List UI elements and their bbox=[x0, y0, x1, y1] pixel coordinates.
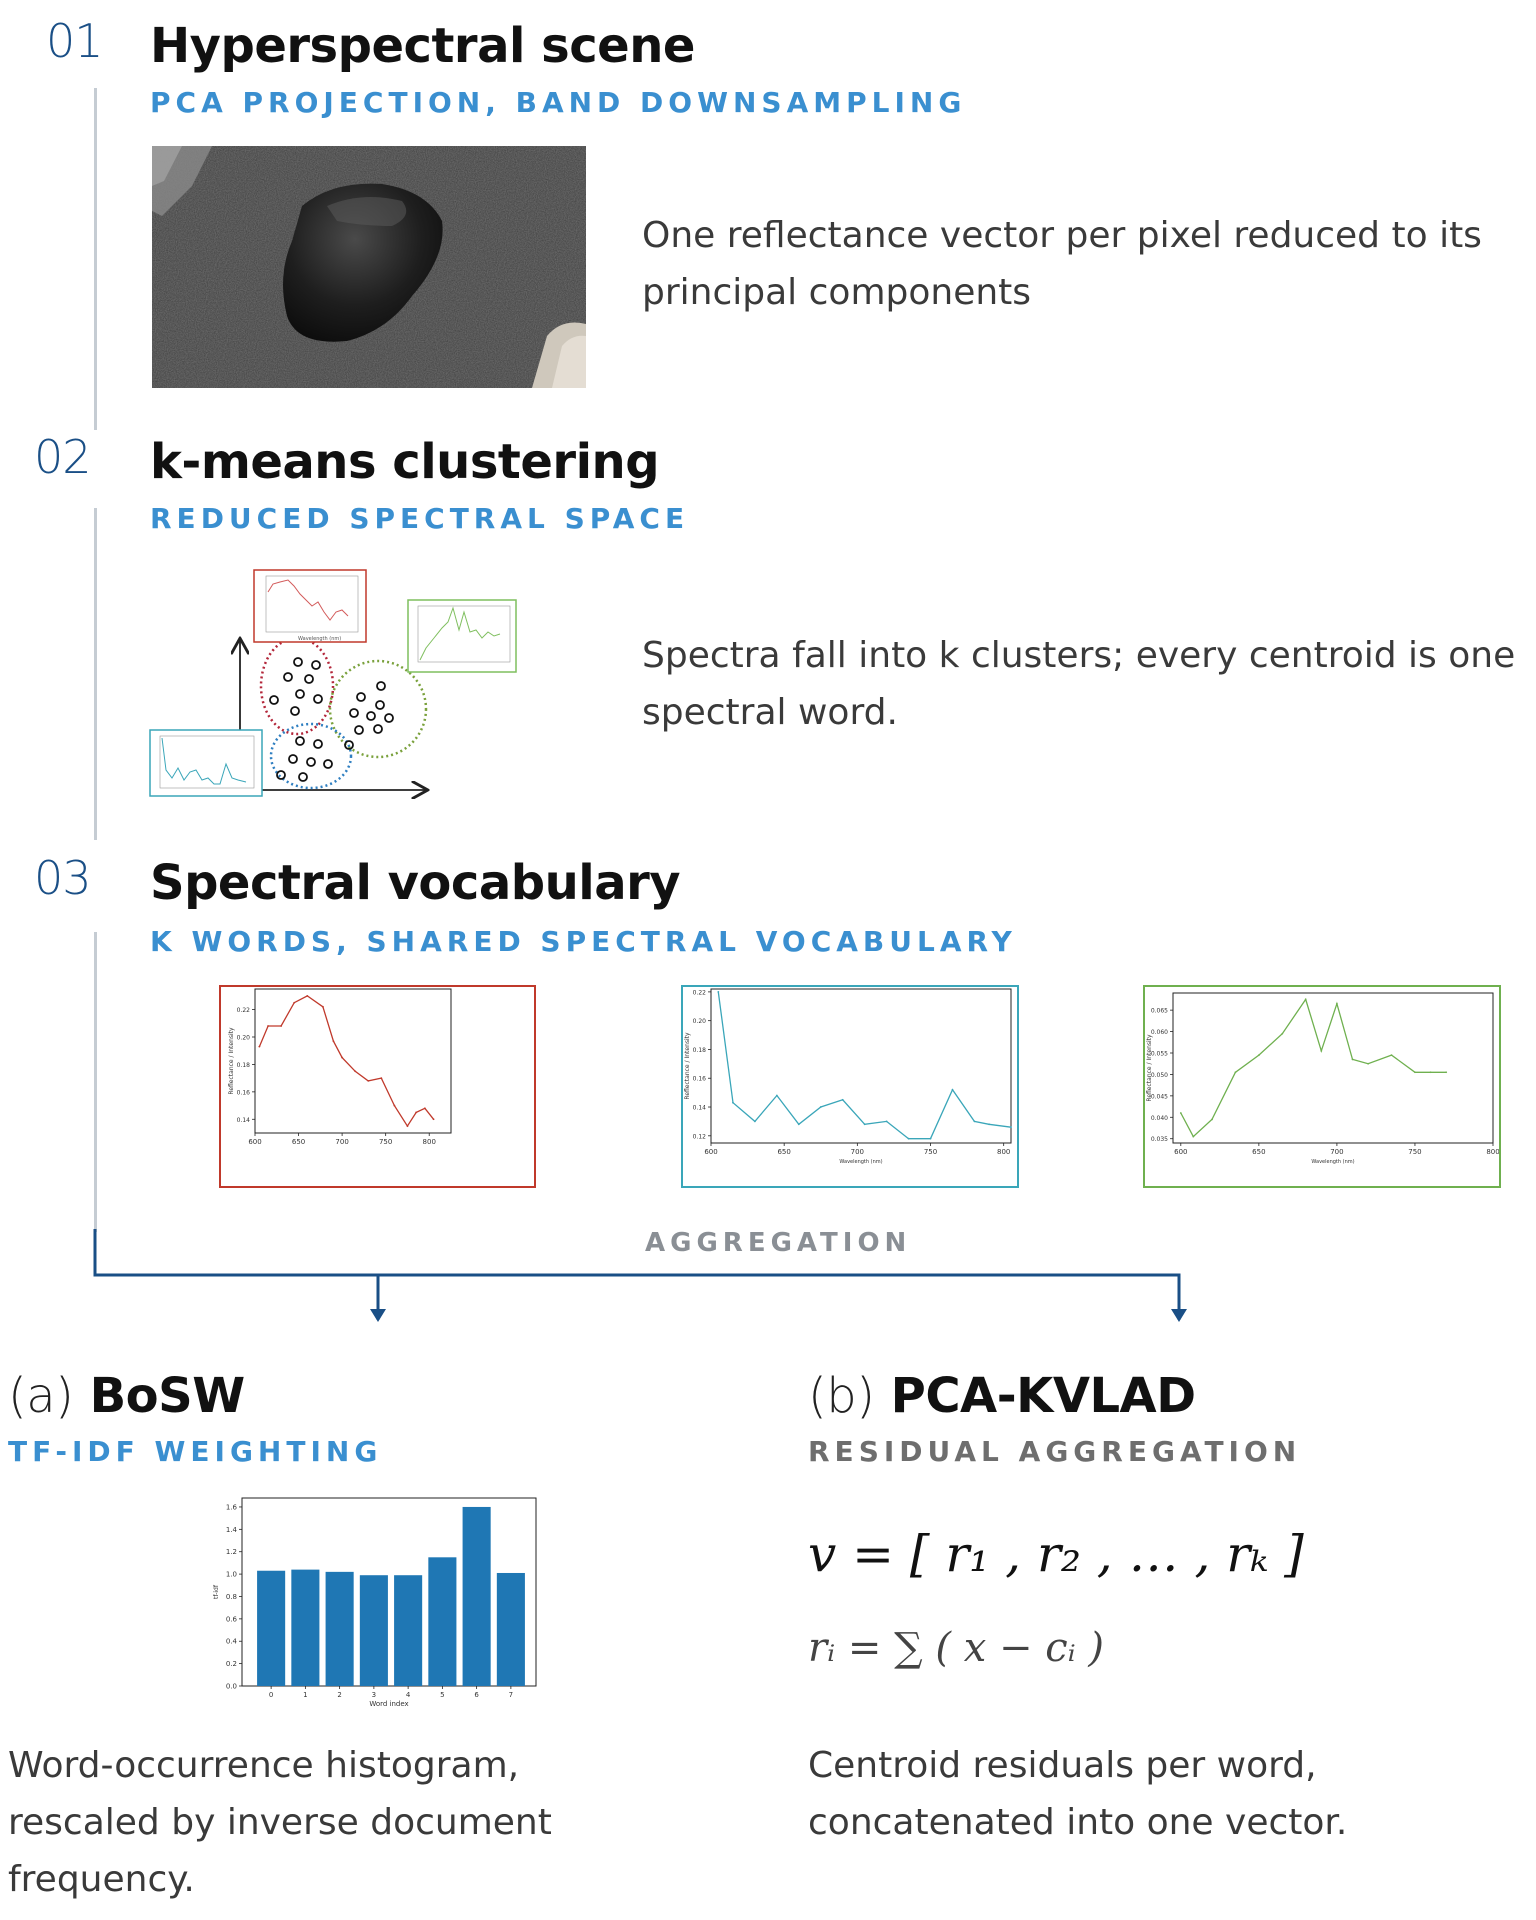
spectrum-series-line bbox=[1181, 999, 1446, 1136]
spectrum-point bbox=[367, 1080, 369, 1082]
y-tick-label: 1.0 bbox=[225, 1570, 237, 1579]
spectrum-series-line bbox=[259, 996, 433, 1126]
x-tick-label: 800 bbox=[422, 1138, 436, 1146]
step-title-kmeans-clustering: k-means clustering bbox=[150, 434, 660, 490]
y-axis-label: Reflectance / Intensity bbox=[1146, 1034, 1153, 1102]
spectrum-point bbox=[322, 1006, 324, 1008]
x-tick-label: 700 bbox=[850, 1148, 865, 1156]
spectrum-point bbox=[407, 1125, 409, 1127]
x-tick-label: 600 bbox=[1174, 1148, 1188, 1156]
spectrum-point bbox=[415, 1112, 417, 1114]
spectrum-point bbox=[424, 1107, 426, 1109]
spectral-word-teal-frame bbox=[681, 985, 1019, 1188]
y-tick-label: 0.22 bbox=[236, 1007, 250, 1015]
step-number-02: 02 bbox=[34, 430, 91, 484]
x-tick-label: 600 bbox=[248, 1138, 262, 1146]
spectrum-series-line bbox=[718, 992, 1011, 1139]
y-tick-label: 0.16 bbox=[692, 1075, 706, 1083]
tfidf-histogram-chart bbox=[206, 1490, 546, 1715]
y-tick-label: 0.035 bbox=[1150, 1136, 1168, 1144]
x-tick-label: 750 bbox=[923, 1148, 938, 1156]
spectrum-point bbox=[908, 1138, 910, 1140]
branch-a-description: Word-occurrence histogram, rescaled by inverse document frequency. bbox=[8, 1745, 552, 1900]
mini-spectrum-red bbox=[254, 570, 366, 642]
formula-sub: rᵢ = ∑ ( x − cᵢ ) bbox=[808, 1625, 1104, 1671]
x-tick-label: 650 bbox=[1252, 1148, 1266, 1156]
timeline-line-01 bbox=[94, 88, 97, 430]
spectrum-point bbox=[1336, 1003, 1338, 1005]
spectrum-point bbox=[1352, 1059, 1354, 1061]
step-subtitle-01: PCA PROJECTION, BAND DOWNSAMPLING bbox=[150, 86, 967, 119]
branch-b-prefix: (b) bbox=[808, 1368, 875, 1424]
histogram-bar bbox=[360, 1575, 388, 1686]
y-tick-label: 0.14 bbox=[236, 1116, 250, 1124]
y-tick-label: 0.2 bbox=[225, 1660, 237, 1669]
spectrum-point bbox=[754, 1121, 756, 1123]
x-axis-label: Wavelength (nm) bbox=[839, 1159, 883, 1165]
y-tick-label: 0.20 bbox=[236, 1034, 250, 1042]
spectrum-point bbox=[393, 1105, 395, 1107]
branch-b-subtitle: RESIDUAL AGGREGATION bbox=[808, 1435, 1302, 1468]
svg-text:Wavelength (nm): Wavelength (nm) bbox=[298, 636, 342, 642]
y-tick-label: 0.16 bbox=[236, 1089, 250, 1097]
spectral-word-green-chart bbox=[1145, 987, 1499, 1186]
x-tick-label: 0 bbox=[268, 1691, 274, 1699]
spectrum-point bbox=[333, 1040, 335, 1042]
x-axis-label: Word index bbox=[369, 1700, 409, 1708]
x-axis-label: Wavelength (nm) bbox=[1311, 1159, 1355, 1165]
y-tick-label: 1.4 bbox=[225, 1525, 237, 1534]
branch-a-heading bbox=[8, 1368, 245, 1424]
spectrum-point bbox=[293, 1002, 295, 1004]
spectrum-point bbox=[1258, 1054, 1260, 1056]
y-tick-label: 0.045 bbox=[1150, 1093, 1168, 1101]
y-tick-label: 0.060 bbox=[1150, 1029, 1168, 1037]
x-tick-label: 800 bbox=[1486, 1148, 1499, 1156]
timeline-line-03 bbox=[94, 932, 97, 1232]
y-tick-label: 0.18 bbox=[236, 1061, 250, 1069]
x-tick-label: 7 bbox=[508, 1691, 514, 1699]
x-tick-label: 2 bbox=[337, 1691, 342, 1699]
spectrum-point bbox=[886, 1121, 888, 1123]
x-tick-label: 6 bbox=[474, 1691, 479, 1699]
mini-spectrum-teal bbox=[150, 730, 262, 796]
kmeans-clustering-diagram bbox=[148, 564, 544, 804]
x-tick-label: 4 bbox=[405, 1691, 411, 1699]
spectrum-point bbox=[1367, 1063, 1369, 1065]
spectrum-point bbox=[1192, 1136, 1194, 1138]
spectrum-point bbox=[258, 1046, 260, 1048]
y-tick-label: 0.22 bbox=[692, 989, 706, 997]
branch-b-title: PCA-KVLAD bbox=[890, 1368, 1196, 1424]
plot-area bbox=[255, 989, 451, 1133]
spectrum-point bbox=[1430, 1071, 1432, 1073]
x-tick-label: 750 bbox=[1408, 1148, 1422, 1156]
spectrum-point bbox=[776, 1095, 778, 1097]
spectral-word-teal-chart bbox=[683, 987, 1017, 1186]
spectrum-point bbox=[842, 1099, 844, 1101]
spectrum-point bbox=[1235, 1071, 1237, 1073]
step-title-hyperspectral-scene: Hyperspectral scene bbox=[150, 18, 695, 74]
branch-b-description: Centroid residuals per word, concatenated into one vector. bbox=[808, 1745, 1348, 1843]
histogram-bar bbox=[291, 1570, 319, 1686]
histogram-bar bbox=[326, 1572, 354, 1686]
histogram-bar bbox=[428, 1557, 456, 1686]
x-tick-label: 700 bbox=[335, 1138, 349, 1146]
spectrum-point bbox=[952, 1089, 954, 1091]
spectrum-point bbox=[1211, 1119, 1213, 1121]
x-tick-label: 750 bbox=[378, 1138, 393, 1146]
y-tick-label: 0.20 bbox=[692, 1018, 706, 1026]
aggregation-connector bbox=[80, 1225, 1200, 1325]
y-tick-label: 0.055 bbox=[1150, 1050, 1168, 1058]
tfidf-histogram-frame bbox=[206, 1490, 546, 1715]
x-tick-label: 5 bbox=[440, 1691, 445, 1699]
histogram-bar bbox=[394, 1575, 422, 1686]
x-tick-label: 600 bbox=[704, 1148, 718, 1156]
x-tick-label: 700 bbox=[1330, 1148, 1344, 1156]
x-tick-label: 650 bbox=[291, 1138, 306, 1146]
mini-spectrum-green bbox=[408, 600, 516, 672]
y-axis-label: Reflectance / Intensity bbox=[228, 1027, 235, 1095]
spectrum-point bbox=[988, 1123, 990, 1125]
spectrum-point bbox=[1180, 1112, 1182, 1114]
spectrum-point bbox=[1305, 999, 1307, 1001]
spectrum-point bbox=[280, 1025, 282, 1027]
y-tick-label: 0.050 bbox=[1150, 1071, 1168, 1079]
y-tick-label: 0.12 bbox=[692, 1133, 706, 1141]
step-subtitle-03: K WORDS, SHARED SPECTRAL VOCABULARY bbox=[150, 925, 1017, 958]
x-tick-label: 1 bbox=[303, 1691, 308, 1699]
spectral-word-red-frame bbox=[219, 985, 536, 1188]
spectrum-point bbox=[717, 991, 719, 993]
x-tick-label: 800 bbox=[996, 1148, 1011, 1156]
spectrum-point bbox=[930, 1138, 932, 1140]
histogram-bar bbox=[497, 1573, 525, 1686]
spectrum-point bbox=[1010, 1126, 1012, 1128]
y-tick-label: 0.4 bbox=[225, 1637, 237, 1646]
spectrum-point bbox=[1445, 1071, 1447, 1073]
spectrum-point bbox=[732, 1102, 734, 1104]
y-tick-label: 0.0 bbox=[225, 1682, 237, 1691]
spectrum-point bbox=[341, 1057, 343, 1059]
spectral-word-green-frame bbox=[1143, 985, 1501, 1188]
spectrum-point bbox=[864, 1123, 866, 1125]
y-tick-label: 1.2 bbox=[225, 1548, 237, 1557]
y-axis-label: Reflectance / Intensity bbox=[684, 1032, 691, 1100]
x-tick-label: 650 bbox=[777, 1148, 791, 1156]
histogram-bar bbox=[463, 1507, 491, 1686]
spectrum-point bbox=[354, 1070, 356, 1072]
y-tick-label: 0.18 bbox=[692, 1046, 706, 1054]
y-tick-label: 0.14 bbox=[692, 1104, 706, 1112]
spectrum-point bbox=[267, 1025, 269, 1027]
spectrum-point bbox=[433, 1118, 435, 1120]
spectrum-point bbox=[306, 995, 308, 997]
y-tick-label: 1.6 bbox=[225, 1503, 237, 1512]
cluster-red bbox=[261, 638, 333, 734]
branch-a-title: BoSW bbox=[89, 1368, 245, 1424]
step-subtitle-02: REDUCED SPECTRAL SPACE bbox=[150, 502, 690, 535]
y-axis-label: tf-idf bbox=[213, 1585, 220, 1599]
timeline-line-02 bbox=[94, 508, 97, 840]
spectrum-point bbox=[1281, 1033, 1283, 1035]
spectrum-point bbox=[820, 1106, 822, 1108]
histogram-bar bbox=[257, 1571, 285, 1686]
plot-area bbox=[242, 1498, 536, 1686]
step-description-01: One reflectance vector per pixel reduced to its principal components bbox=[642, 215, 1482, 313]
y-tick-label: 0.065 bbox=[1150, 1007, 1168, 1015]
spectrum-point bbox=[1320, 1050, 1322, 1052]
spectrum-point bbox=[798, 1123, 800, 1125]
branch-a-subtitle: TF-IDF WEIGHTING bbox=[8, 1435, 383, 1468]
spectrum-point bbox=[1391, 1054, 1393, 1056]
hyperspectral-scene-image bbox=[152, 146, 586, 388]
step-number-01: 01 bbox=[46, 14, 103, 68]
branch-a-prefix: (a) bbox=[8, 1368, 74, 1424]
y-tick-label: 0.6 bbox=[225, 1615, 237, 1624]
step-number-03: 03 bbox=[34, 851, 91, 905]
y-tick-label: 0.040 bbox=[1150, 1114, 1168, 1122]
spectrum-point bbox=[1414, 1071, 1416, 1073]
aggregation-label: AGGREGATION bbox=[645, 1228, 912, 1258]
spectrum-point bbox=[974, 1121, 976, 1123]
formula-main: v = [ r₁ , r₂ , … , rₖ ] bbox=[808, 1525, 1304, 1583]
spectral-word-red-chart bbox=[221, 987, 534, 1186]
step-description-02: Spectra fall into k clusters; every centroid is one spectral word. bbox=[642, 635, 1516, 733]
spectrum-point bbox=[380, 1077, 382, 1079]
x-tick-label: 3 bbox=[371, 1691, 377, 1699]
y-tick-label: 0.8 bbox=[225, 1592, 237, 1601]
branch-b-heading bbox=[808, 1368, 1196, 1424]
step-title-spectral-vocabulary: Spectral vocabulary bbox=[150, 855, 681, 911]
